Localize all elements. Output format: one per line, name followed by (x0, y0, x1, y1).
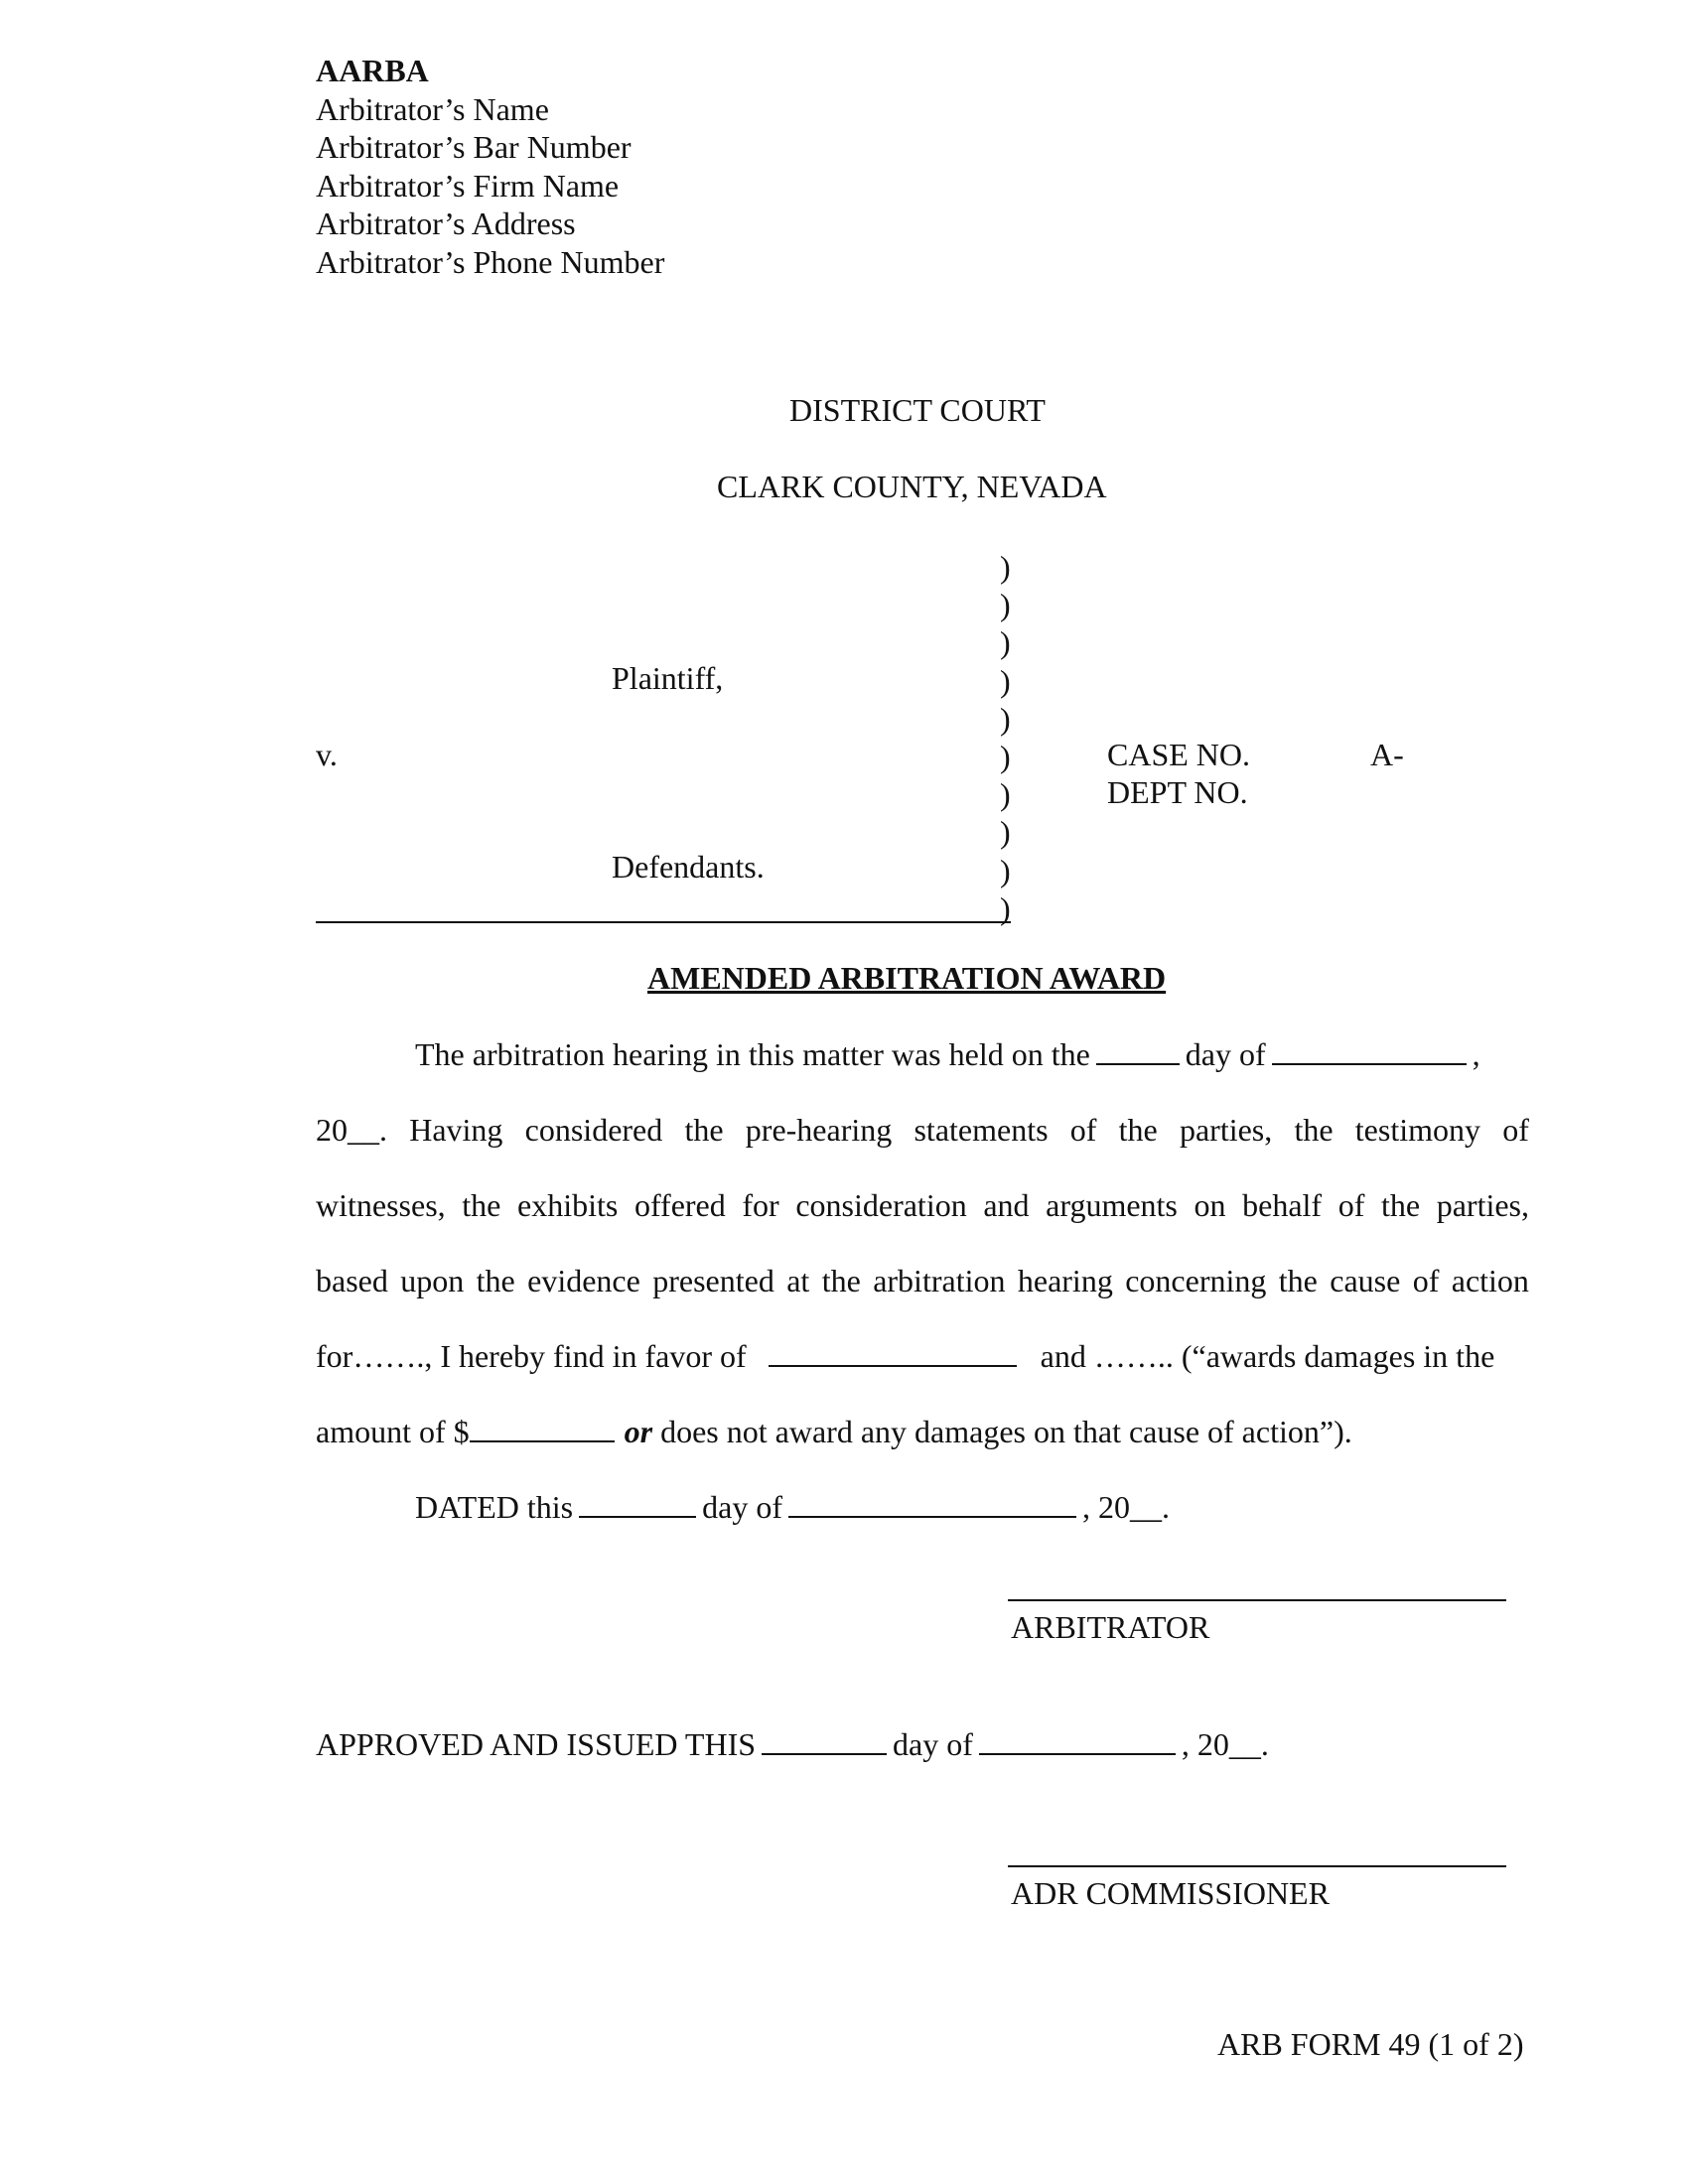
body-word: 20__. (316, 1112, 387, 1148)
approved-day-blank[interactable] (762, 1727, 887, 1755)
dept-no-label: DEPT NO. (1107, 774, 1248, 810)
paren: ) (1000, 549, 1011, 585)
body-word: Having (409, 1112, 503, 1148)
header-phone-number: Arbitrator’s Phone Number (316, 243, 665, 280)
paren: ) (1000, 852, 1011, 888)
body-word: the (462, 1187, 501, 1223)
dated-day-blank[interactable] (579, 1490, 696, 1518)
paren: ) (1000, 738, 1011, 774)
amount-blank[interactable] (470, 1415, 615, 1442)
case-no-value: A- (1370, 737, 1404, 772)
body-line-1 (415, 1035, 1507, 1073)
body-text: day of (1185, 1036, 1266, 1072)
header-arbitrator-name: Arbitrator’s Name (316, 90, 549, 127)
body-word: parties, (1436, 1187, 1529, 1223)
body-word: pre-hearing (745, 1112, 893, 1148)
body-word: the (821, 1263, 861, 1298)
body-word: of (1412, 1263, 1440, 1298)
approved-text: , 20__. (1181, 1726, 1269, 1762)
dated-line (415, 1488, 1678, 1526)
or-emphasis: or (624, 1414, 653, 1449)
header-org: AARBA (316, 53, 429, 88)
dated-text: DATED this (415, 1489, 574, 1525)
body-text: and …….. (“awards damages in the (1040, 1338, 1495, 1374)
body-word: evidence (527, 1263, 640, 1298)
body-word: the (1118, 1112, 1158, 1148)
body-word: presented (652, 1263, 774, 1298)
body-word: the (1294, 1112, 1334, 1148)
body-word: consideration (795, 1187, 967, 1223)
arbitrator-signature-line[interactable] (1008, 1599, 1506, 1601)
body-word: the (476, 1263, 515, 1298)
plaintiff-label: Plaintiff, (612, 660, 724, 696)
paren: ) (1000, 624, 1011, 661)
body-line-2 (316, 1111, 1529, 1149)
body-word: based (316, 1263, 388, 1298)
body-word: testimony (1354, 1112, 1480, 1148)
body-word: statements (914, 1112, 1049, 1148)
body-word: of (1069, 1112, 1097, 1148)
body-text: for……., I hereby find in favor of (316, 1338, 747, 1374)
defendants-label: Defendants. (612, 849, 765, 885)
day-blank[interactable] (1096, 1037, 1180, 1065)
body-word: the (1380, 1187, 1421, 1223)
body-word: the (684, 1112, 724, 1148)
paren: ) (1000, 662, 1011, 699)
body-word: offered (633, 1187, 726, 1223)
body-word: the (1278, 1263, 1318, 1298)
approved-text: APPROVED AND ISSUED THIS (316, 1726, 757, 1762)
commissioner-signature-line[interactable] (1008, 1865, 1506, 1867)
caption-underline (316, 921, 1011, 923)
paren: ) (1000, 814, 1011, 851)
dated-text: day of (702, 1489, 782, 1525)
body-word: cause (1330, 1263, 1401, 1298)
arbitrator-header (316, 52, 664, 281)
dated-month-blank[interactable] (788, 1490, 1076, 1518)
caption-parentheses (1000, 548, 1011, 927)
body-word: arbitration (873, 1263, 1006, 1298)
favor-party-blank[interactable] (769, 1339, 1017, 1367)
paren: ) (1000, 700, 1011, 737)
body-line-3 (316, 1186, 1529, 1224)
body-line-6 (316, 1413, 1579, 1450)
body-word: witnesses, (316, 1187, 446, 1223)
case-no-label: CASE NO. (1107, 737, 1251, 772)
body-word: considered (524, 1112, 663, 1148)
body-word: hearing (1017, 1263, 1113, 1298)
commissioner-signature-label: ADR COMMISSIONER (1011, 1875, 1330, 1911)
paren: ) (1000, 776, 1011, 813)
header-bar-number: Arbitrator’s Bar Number (316, 129, 632, 165)
versus-label: v. (316, 737, 338, 772)
court-name: DISTRICT COURT (789, 392, 1046, 428)
header-address: Arbitrator’s Address (316, 205, 576, 241)
body-text: does not award any damages on that cause of action”). (660, 1414, 1352, 1449)
body-word: of (1502, 1112, 1529, 1148)
body-text: amount of $ (316, 1414, 470, 1449)
body-word: parties, (1179, 1112, 1273, 1148)
body-word: exhibits (517, 1187, 619, 1223)
approved-text: day of (893, 1726, 973, 1762)
body-word: at (786, 1263, 810, 1298)
body-word: arguments (1046, 1187, 1178, 1223)
body-word: and (983, 1187, 1030, 1223)
body-word: for (742, 1187, 779, 1223)
approved-month-blank[interactable] (979, 1727, 1176, 1755)
body-word: of (1337, 1187, 1365, 1223)
body-word: concerning (1125, 1263, 1267, 1298)
body-word: behalf (1242, 1187, 1323, 1223)
document-title: AMENDED ARBITRATION AWARD (647, 960, 1167, 996)
body-text: , (1472, 1036, 1480, 1072)
body-word: action (1451, 1263, 1529, 1298)
header-firm-name: Arbitrator’s Firm Name (316, 167, 620, 204)
court-county: CLARK COUNTY, NEVADA (717, 469, 1107, 504)
body-line-4 (316, 1262, 1529, 1299)
paren: ) (1000, 587, 1011, 623)
approved-line (316, 1725, 1579, 1763)
paren: ) (1000, 889, 1011, 926)
body-word: on (1194, 1187, 1226, 1223)
body-word: upon (400, 1263, 465, 1298)
month-blank[interactable] (1272, 1037, 1467, 1065)
body-text: The arbitration hearing in this matter was held on the (415, 1036, 1090, 1072)
form-footer: ARB FORM 49 (1 of 2) (1217, 2026, 1524, 2062)
arbitrator-signature-label: ARBITRATOR (1011, 1609, 1210, 1645)
dated-text: , 20__. (1081, 1489, 1170, 1525)
body-line-5 (316, 1337, 1579, 1375)
